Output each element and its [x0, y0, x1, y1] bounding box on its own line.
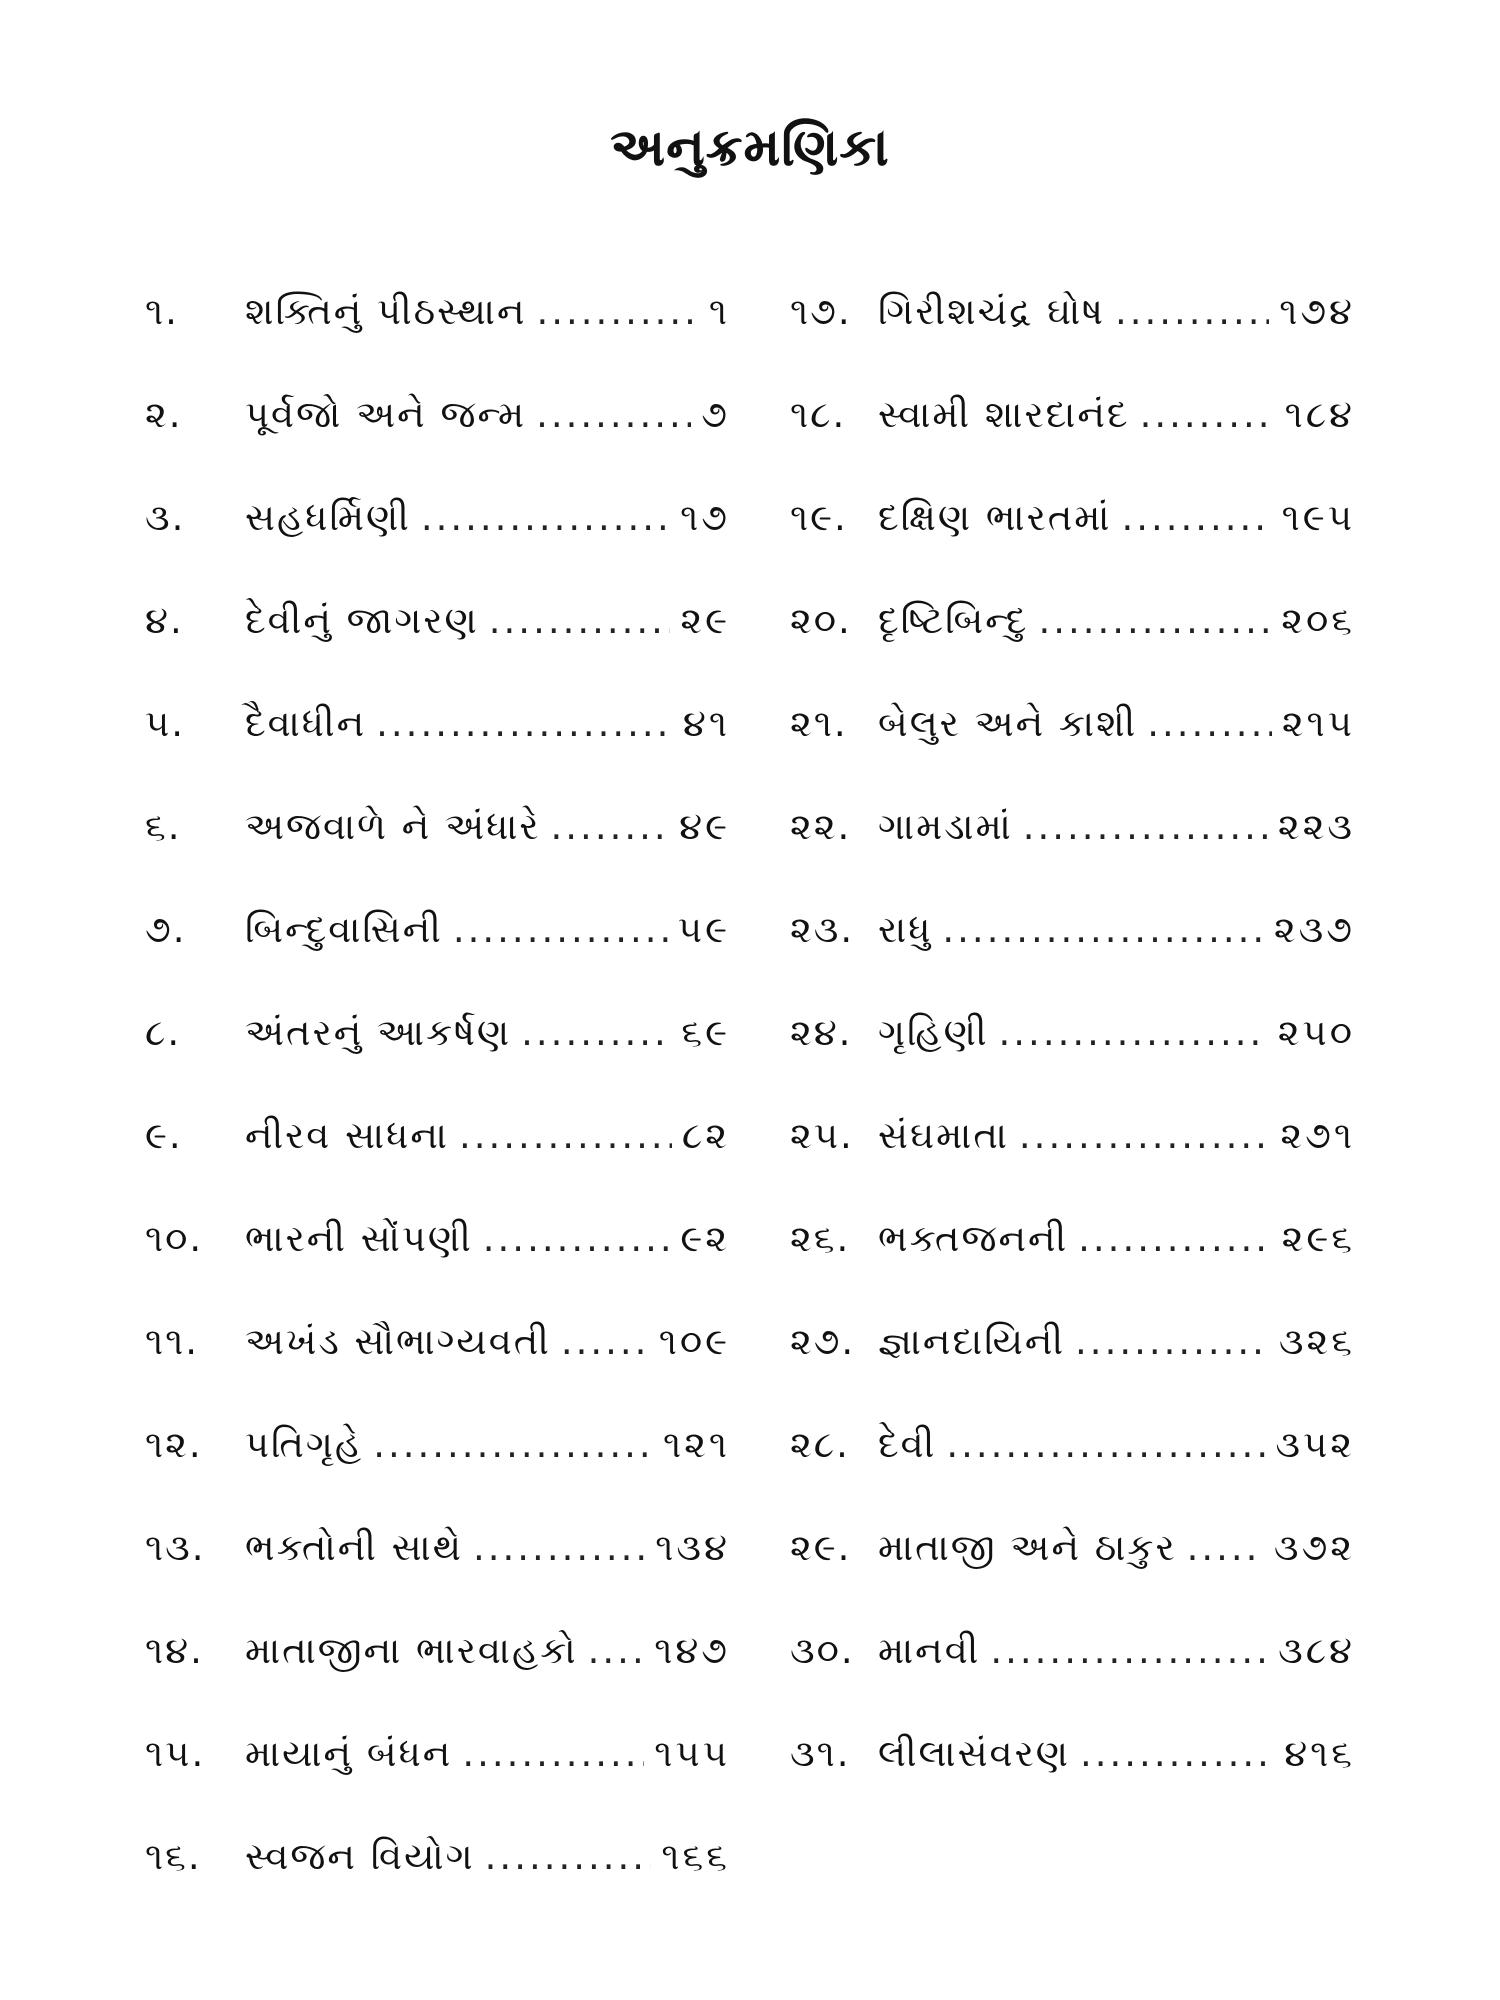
toc-entry [790, 1217, 1355, 1320]
page-number: ૩૫૨ [1275, 1423, 1355, 1466]
chapter-title: દૃષ્ટિબિન્દુ [878, 599, 1029, 642]
dot-leader [537, 290, 699, 333]
dot-leader [489, 599, 671, 642]
chapter-number: ૧૫. [145, 1732, 206, 1775]
dot-leader [1023, 805, 1268, 848]
chapter-title: રાધુ [878, 908, 933, 951]
chapter-number: ૧૯. [790, 496, 848, 539]
chapter-title: અંતરનું આકર્ષણ [245, 1011, 512, 1054]
dot-leader [453, 908, 668, 951]
chapter-title: પૂર્વજો અને જન્મ [245, 393, 527, 436]
chapter-title: ગૃહિણી [878, 1011, 989, 1054]
chapter-title: માતાજી અને ઠાકુર [878, 1526, 1177, 1569]
dot-leader [421, 496, 670, 539]
toc-entry [790, 805, 1355, 908]
dot-leader [462, 1732, 644, 1775]
toc-entry [790, 1629, 1355, 1732]
chapter-number: ૨૬. [790, 1217, 851, 1260]
chapter-number: ૧૧. [145, 1320, 200, 1363]
chapter-number: ૨૯. [790, 1526, 852, 1569]
toc-entry [790, 290, 1355, 393]
dot-leader [942, 908, 1264, 951]
chapter-title: સ્વામી શારદાનંદ [878, 393, 1130, 436]
chapter-number: ૨૧. [790, 702, 848, 745]
chapter-number: ૬. [145, 805, 182, 848]
page-number: ૧૮૪ [1284, 393, 1355, 436]
chapter-title: બેલુર અને કાશી [878, 702, 1138, 745]
chapter-title: ભક્તજનની [878, 1217, 1069, 1260]
toc-entry [145, 290, 730, 393]
chapter-title: અખંડ સૌભાગ્યવતી [245, 1320, 551, 1363]
chapter-number: ૧૭. [790, 290, 852, 333]
dot-leader [1147, 702, 1272, 745]
toc-entry [145, 1423, 730, 1526]
dot-leader [521, 1011, 671, 1054]
chapter-title: સંઘમાતા [878, 1114, 1009, 1157]
chapter-number: ૨૩. [790, 908, 855, 951]
page-number: ૩૨૬ [1278, 1320, 1355, 1363]
chapter-number: ૫. [145, 702, 186, 745]
dot-leader [551, 805, 670, 848]
page-number: ૧૭ [680, 496, 730, 539]
page-number: ૨૯ [680, 599, 730, 642]
page-number: ૨૦૬ [1281, 599, 1355, 642]
chapter-number: ૨. [145, 393, 183, 436]
toc-entry [790, 599, 1355, 702]
toc-entry [790, 1320, 1355, 1423]
dot-leader [1019, 1114, 1271, 1157]
page-number: ૩૭૨ [1273, 1526, 1355, 1569]
dot-leader [483, 1217, 671, 1260]
page-number: ૨૧૫ [1281, 702, 1355, 745]
chapter-title: જ્ઞાનદાયિની [878, 1320, 1066, 1363]
dot-leader [1187, 1526, 1264, 1569]
chapter-number: ૨૫. [790, 1114, 854, 1157]
toc-entry [145, 496, 730, 599]
chapter-number: ૨૭. [790, 1320, 856, 1363]
toc-entry [145, 1629, 730, 1732]
dot-leader [536, 393, 691, 436]
toc-entry [790, 1526, 1355, 1629]
chapter-title: ભક્તોની સાથે [245, 1526, 464, 1569]
chapter-number: ૮. [145, 1011, 182, 1054]
chapter-title: દેવીનું જાગરણ [245, 599, 479, 642]
dot-leader [1115, 290, 1269, 333]
page-number: ૨૯૬ [1281, 1217, 1355, 1260]
chapter-title: સહધર્મિણી [245, 496, 411, 539]
chapter-title: ભારની સોંપણી [245, 1217, 473, 1260]
page-number: ૨૩૭ [1273, 908, 1355, 951]
toc-entry [145, 1217, 730, 1320]
page-number: ૧૬૬ [661, 1835, 730, 1878]
chapter-title: માયાનું બંધન [245, 1732, 453, 1775]
toc-left-column [145, 290, 730, 1938]
page-number: ૯૨ [680, 1217, 730, 1260]
page-number: ૧૭૪ [1279, 290, 1355, 333]
dot-leader [946, 1423, 1265, 1466]
chapter-title: શક્તિનું પીઠસ્થાન [245, 290, 527, 333]
dot-leader [1121, 496, 1271, 539]
dot-leader [473, 1526, 645, 1569]
page-number: ૧ [708, 290, 730, 333]
page-number: ૮૨ [681, 1114, 730, 1157]
chapter-number: ૭. [145, 908, 187, 951]
chapter-number: ૨૦. [790, 599, 852, 642]
chapter-number: ૧૨. [145, 1423, 203, 1466]
toc-entry [790, 1732, 1355, 1835]
toc-entry [145, 908, 730, 1011]
dot-leader [990, 1629, 1268, 1672]
toc-entry [790, 496, 1355, 599]
toc-entry [790, 1423, 1355, 1526]
chapter-title: માતાજીના ભારવાહકો [245, 1629, 578, 1672]
chapter-title: નીરવ સાધના [245, 1114, 449, 1157]
chapter-title: દક્ષિણ ભારતમાં [878, 496, 1112, 539]
page-number: ૧૪૭ [654, 1629, 730, 1672]
page-number: ૧૯૫ [1281, 496, 1355, 539]
dot-leader [588, 1629, 645, 1672]
chapter-title: સ્વજન વિયોગ [245, 1835, 475, 1878]
toc-entry [145, 1320, 730, 1423]
toc-entry [145, 702, 730, 805]
chapter-number: ૧૩. [145, 1526, 206, 1569]
toc-entry [790, 908, 1355, 1011]
page-number: ૨૫૦ [1277, 1011, 1355, 1054]
page-number: ૨૭૧ [1280, 1114, 1355, 1157]
chapter-title: દૈવાધીન [245, 702, 367, 745]
page-title: અનુક્રમણિકા [610, 118, 890, 178]
chapter-number: ૯. [145, 1114, 183, 1157]
toc-entry [790, 702, 1355, 805]
page-number: ૧૫૫ [654, 1732, 730, 1775]
toc-entry [145, 393, 730, 496]
page-number: ૪૧ [682, 702, 730, 745]
page-number: ૧૦૯ [658, 1320, 730, 1363]
toc-entry [790, 1011, 1355, 1114]
chapter-number: ૩૦. [790, 1629, 855, 1672]
chapter-number: ૨૪. [790, 1011, 853, 1054]
dot-leader [376, 702, 673, 745]
chapter-title: પતિગૃહે [245, 1423, 364, 1466]
page-number: ૪૯ [679, 805, 730, 848]
toc-entry [145, 599, 730, 702]
dot-leader [485, 1835, 652, 1878]
chapter-number: ૨૮. [790, 1423, 850, 1466]
chapter-number: ૩૧. [790, 1732, 851, 1775]
chapter-number: ૧૮. [790, 393, 847, 436]
chapter-number: ૧. [145, 290, 179, 333]
toc-entry [145, 1114, 730, 1217]
toc-entry [790, 1114, 1355, 1217]
chapter-number: ૨૨. [790, 805, 852, 848]
toc-entry [145, 1835, 730, 1938]
chapter-number: ૧૦. [145, 1217, 204, 1260]
chapter-number: ૪. [145, 599, 184, 642]
dot-leader [1140, 393, 1275, 436]
toc-entry [145, 1011, 730, 1114]
chapter-title: માનવી [878, 1629, 981, 1672]
dot-leader [999, 1011, 1268, 1054]
page-number: ૧૩૪ [655, 1526, 730, 1569]
page-number: ૫૯ [677, 908, 730, 951]
toc-entry [790, 393, 1355, 496]
page-number: ૧૨૧ [663, 1423, 730, 1466]
toc-entry [145, 805, 730, 908]
chapter-number: ૧૪. [145, 1629, 204, 1672]
dot-leader [1075, 1320, 1269, 1363]
toc-entry [145, 1526, 730, 1629]
chapter-number: ૩. [145, 496, 186, 539]
chapter-title: ગામડામાં [878, 805, 1013, 848]
chapter-title: બિન્દુવાસિની [245, 908, 443, 951]
chapter-title: ગિરીશચંદ્ર ઘોષ [878, 290, 1105, 333]
chapter-title: લીલાસંવરણ [878, 1732, 1071, 1775]
dot-leader [459, 1114, 672, 1157]
dot-leader [1080, 1732, 1274, 1775]
page-number: ૨૨૩ [1277, 805, 1355, 848]
page-number: ૬૯ [681, 1011, 730, 1054]
dot-leader [1078, 1217, 1272, 1260]
page-number: ૭ [701, 393, 730, 436]
chapter-number: ૧૬. [145, 1835, 202, 1878]
chapter-title: દેવી [878, 1423, 937, 1466]
page-number: ૩૮૪ [1278, 1629, 1355, 1672]
dot-leader [1038, 599, 1271, 642]
chapter-title: અજવાળે ને અંધારે [245, 805, 541, 848]
dot-leader [373, 1423, 653, 1466]
page-number: ૪૧૬ [1284, 1732, 1355, 1775]
toc-entry [145, 1732, 730, 1835]
dot-leader [561, 1320, 649, 1363]
toc-right-column [790, 290, 1355, 1835]
